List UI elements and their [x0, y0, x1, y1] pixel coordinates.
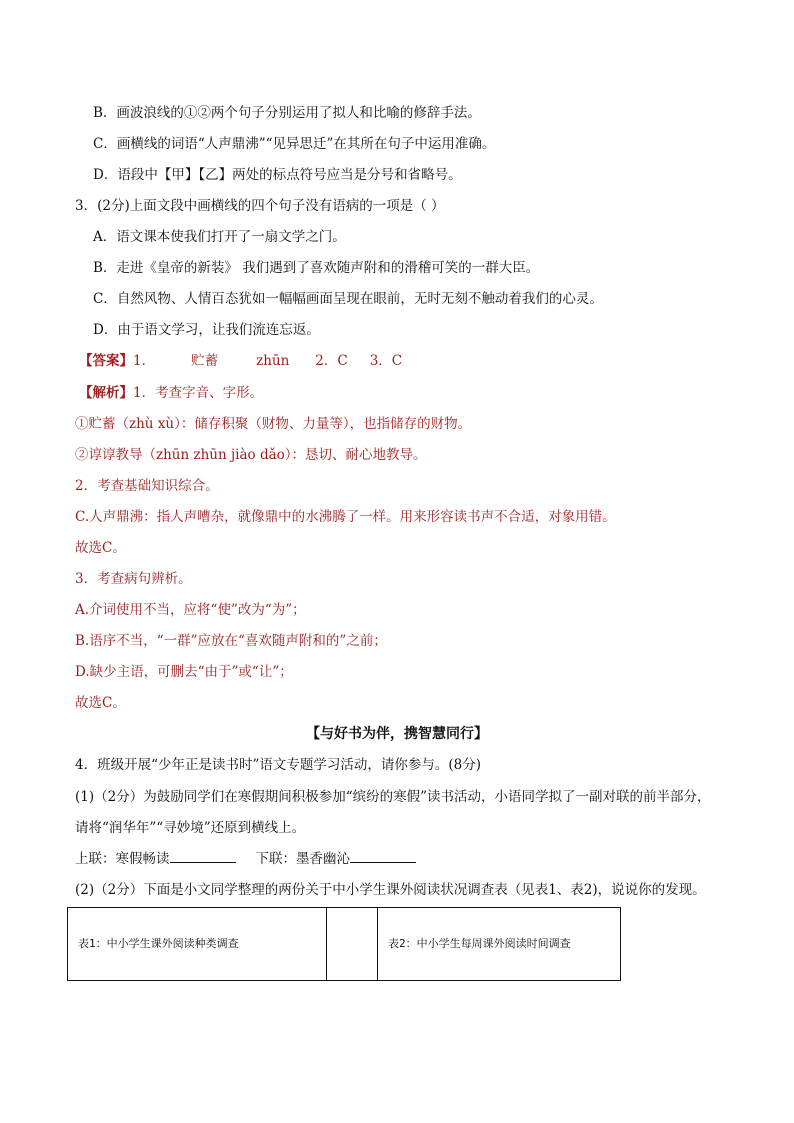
analysis-line-8: A.介词使用不当，应将“使”改为“为”；	[75, 602, 306, 618]
question-4-part1-line1: (1)（2分）为鼓励同学们在寒假期间积极参加“缤纷的寒假”读书活动，小语同学拟了一副对联的前半部分，	[75, 789, 711, 805]
analysis-line-3: ②谆谆教导（zhūn zhūn jiào dǎo）：恳切、耐心地教导。	[75, 447, 427, 463]
table-2-caption-cell	[378, 908, 621, 981]
table-spacer-cell	[327, 908, 378, 981]
answer-line	[79, 352, 402, 370]
analysis-line-1	[79, 384, 263, 402]
analysis-text-1: 1．考查字音、字形。	[133, 385, 264, 401]
analysis-line-6: 故选C。	[75, 540, 126, 556]
option-2b: B．画波浪线的①②两个句子分别运用了拟人和比喻的修辞手法。	[93, 105, 481, 121]
answer-1: 1．	[133, 353, 156, 369]
analysis-line-2: ①贮蓄（zhù xù）：储存积聚（财物、力量等），也指储存的财物。	[75, 416, 472, 432]
table-2-caption: 表2：中小学生每周课外阅读时间调查	[388, 937, 571, 950]
option-2d: D．语段中【甲】【乙】两处的标点符号应当是分号和省略号。	[93, 167, 462, 183]
option-3a: A．语文课本使我们打开了一扇文学之门。	[93, 229, 346, 245]
analysis-line-7: 3．考查病句辨析。	[75, 571, 192, 587]
option-3d: D．由于语文学习，让我们流连忘返。	[93, 322, 320, 338]
option-3b: B．走进《皇帝的新装》 我们遇到了喜欢随声附和的滑稽可笑的一群大臣。	[93, 260, 540, 276]
analysis-line-9: B.语序不当，“一群”应放在“喜欢随声附和的”之前；	[75, 633, 387, 649]
answer-label: 【答案】	[79, 353, 133, 369]
couplet-upper-blank[interactable]	[170, 850, 236, 863]
couplet-upper: 上联：寒假畅读	[75, 851, 170, 867]
analysis-line-5: C.人声鼎沸：指人声嘈杂，就像鼎中的水沸腾了一样。用来形容读书声不合适，对象用错。	[75, 509, 616, 525]
analysis-label: 【解析】	[79, 385, 133, 401]
question-4-part2: (2)（2分）下面是小文同学整理的两份关于中小学生课外阅读状况调查表（见表1、表2)，说说你的发现。	[75, 882, 706, 898]
answer-3: 3．C	[369, 353, 403, 369]
table-1-caption-cell	[68, 908, 327, 981]
analysis-line-4: 2．考查基础知识综合。	[75, 478, 219, 494]
couplet-line	[75, 850, 416, 868]
couplet-lower-blank[interactable]	[350, 850, 416, 863]
table-1-caption: 表1：中小学生课外阅读种类调查	[78, 937, 239, 950]
option-3c: C．自然风物、人情百态犹如一幅幅画面呈现在眼前，无时无刻不触动着我们的心灵。	[93, 291, 603, 307]
question-3-stem: 3．(2分)上面文段中画横线的四个句子没有语病的一项是（ ）	[75, 198, 445, 214]
option-2c: C．画横线的词语“人声鼎沸”“见异思迁”在其所在句子中运用准确。	[93, 136, 496, 152]
analysis-line-10: D.缺少主语，可删去“由于”或“让”；	[75, 664, 293, 680]
couplet-lower: 下联：墨香幽沁	[255, 851, 350, 867]
question-4-part1-line2: 请将“润华年”“寻妙境”还原到横线上。	[75, 820, 306, 836]
section-title: 【与好书为伴，携智慧同行】	[306, 726, 488, 742]
question-4-stem: 4．班级开展“少年正是读书时”语文专题学习活动，请你参与。(8分)	[75, 757, 482, 773]
analysis-line-11: 故选C。	[75, 695, 126, 711]
answer-2: 2．C	[315, 353, 348, 369]
survey-table	[67, 907, 621, 981]
answer-1-word: 贮蓄	[191, 353, 219, 369]
answer-1-pinyin: zhūn	[256, 353, 290, 369]
